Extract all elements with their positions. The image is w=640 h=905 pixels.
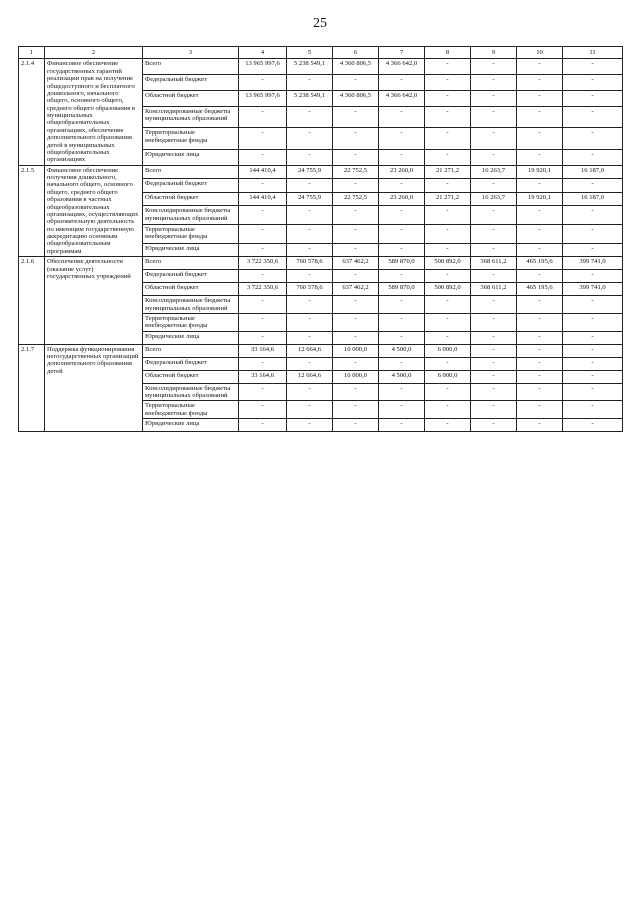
amount-cell: - [471,179,517,193]
column-number-6: 6 [333,47,379,59]
column-number-4: 4 [239,47,287,59]
amount-cell: - [563,270,623,283]
amount-cell: 637 462,2 [333,283,379,296]
amount-cell: - [379,419,425,432]
amount-cell: - [379,270,425,283]
amount-cell: - [517,383,563,401]
amount-cell: - [563,296,623,314]
amount-cell: - [471,313,517,331]
amount-cell: - [425,243,471,257]
amount-cell: - [517,313,563,331]
funding-source: Консолидированные бюджеты муниципальных образований [143,206,239,225]
amount-cell: - [425,331,471,344]
amount-cell: - [379,179,425,193]
amount-cell: - [517,128,563,150]
amount-cell: 23 260,0 [379,165,425,179]
amount-cell: 500 892,0 [425,257,471,270]
amount-cell: 637 462,2 [333,257,379,270]
amount-cell: - [239,149,287,165]
amount-cell: 33 164,6 [239,370,287,383]
amount-cell: - [287,206,333,225]
amount-cell: - [517,59,563,75]
amount-cell: - [563,128,623,150]
amount-cell: 16 263,7 [471,192,517,206]
amount-cell: - [563,75,623,91]
amount-cell: - [471,106,517,128]
amount-cell: 24 755,9 [287,165,333,179]
amount-cell: - [287,179,333,193]
amount-cell: 4 366 642,0 [379,90,425,106]
amount-cell: 21 271,2 [425,165,471,179]
amount-cell: - [379,383,425,401]
amount-cell: - [471,344,517,357]
amount-cell: - [333,206,379,225]
amount-cell: - [563,224,623,243]
amount-cell: - [379,401,425,419]
amount-cell: - [333,419,379,432]
amount-cell: - [239,401,287,419]
amount-cell: - [563,149,623,165]
measure-name: Поддержка функционирования негосударственных организаций дополнительного образования детей [45,344,143,432]
amount-cell: 144 410,4 [239,165,287,179]
amount-cell: - [471,419,517,432]
amount-cell: 6 000,0 [425,370,471,383]
column-number-3: 3 [143,47,239,59]
amount-cell: - [471,90,517,106]
column-number-8: 8 [425,47,471,59]
amount-cell: - [517,179,563,193]
amount-cell: - [239,243,287,257]
amount-cell: - [517,149,563,165]
amount-cell: - [563,179,623,193]
funding-source: Всего [143,59,239,75]
amount-cell: - [333,383,379,401]
amount-cell: - [239,383,287,401]
measure-code: 2.1.6 [19,257,45,345]
amount-cell: - [471,383,517,401]
amount-cell: 3 722 350,6 [239,257,287,270]
amount-cell: - [563,313,623,331]
amount-cell: 4 360 806,5 [333,90,379,106]
amount-cell: - [333,149,379,165]
funding-source: Федеральный бюджет [143,75,239,91]
amount-cell: - [239,357,287,370]
funding-source: Юридические лица [143,149,239,165]
amount-cell: - [563,419,623,432]
amount-cell: 4 360 806,5 [333,59,379,75]
amount-cell: - [563,357,623,370]
column-number-10: 10 [517,47,563,59]
amount-cell: 4 500,0 [379,344,425,357]
amount-cell: - [239,331,287,344]
amount-cell: - [379,296,425,314]
amount-cell: 3 722 350,6 [239,283,287,296]
amount-cell: - [379,106,425,128]
amount-cell: - [517,106,563,128]
amount-cell: - [425,401,471,419]
amount-cell: - [239,270,287,283]
amount-cell: - [517,206,563,225]
amount-cell: - [333,270,379,283]
amount-cell: - [425,419,471,432]
budget-table [18,46,623,432]
funding-source: Юридические лица [143,331,239,344]
measure-code: 2.1.4 [19,59,45,165]
measure-name: Финансовое обеспечение государственных гарантий реализации прав на получение общедоступного и бесплатного дошкольного, начального общего, основного общего, среднего общего образования в муниципальных общеобразовательных организациях, обеспечение дополнительного образования детей в муниципальных общеобразовательных организациях [45,59,143,165]
amount-cell: - [239,128,287,150]
funding-source: Территориальные внебюджетные фонды [143,128,239,150]
amount-cell: - [563,401,623,419]
amount-cell: 500 892,0 [425,283,471,296]
amount-cell: - [239,106,287,128]
amount-cell: 5 238 549,1 [287,90,333,106]
amount-cell: - [425,206,471,225]
amount-cell: 760 578,6 [287,257,333,270]
amount-cell: 24 755,9 [287,192,333,206]
table-row [19,59,623,75]
amount-cell: - [425,75,471,91]
measure-code: 2.1.7 [19,344,45,432]
table-row [19,344,623,357]
amount-cell: - [517,370,563,383]
amount-cell: - [333,296,379,314]
measure-code: 2.1.5 [19,165,45,257]
amount-cell: - [563,383,623,401]
amount-cell: - [333,106,379,128]
amount-cell: 144 410,4 [239,192,287,206]
amount-cell: 368 611,2 [471,283,517,296]
amount-cell: 399 741,0 [563,257,623,270]
amount-cell: - [425,383,471,401]
amount-cell: - [517,401,563,419]
amount-cell: 12 664,6 [287,344,333,357]
amount-cell: - [425,313,471,331]
funding-source: Юридические лица [143,243,239,257]
amount-cell: - [425,270,471,283]
funding-source: Юридические лица [143,419,239,432]
amount-cell: - [517,344,563,357]
amount-cell: 13 965 997,6 [239,59,287,75]
amount-cell: - [425,149,471,165]
amount-cell: - [471,59,517,75]
funding-source: Областной бюджет [143,283,239,296]
amount-cell: - [563,243,623,257]
amount-cell: - [425,224,471,243]
amount-cell: - [425,357,471,370]
amount-cell: - [239,313,287,331]
amount-cell: - [425,59,471,75]
amount-cell: - [287,224,333,243]
funding-source: Областной бюджет [143,90,239,106]
amount-cell: 23 260,0 [379,192,425,206]
amount-cell: - [517,90,563,106]
amount-cell: - [425,128,471,150]
amount-cell: - [425,90,471,106]
amount-cell: - [379,313,425,331]
amount-cell: - [287,128,333,150]
amount-cell: - [333,331,379,344]
amount-cell: - [379,149,425,165]
amount-cell: - [471,357,517,370]
amount-cell: 10 000,0 [333,344,379,357]
amount-cell: - [287,270,333,283]
amount-cell: - [563,344,623,357]
amount-cell: 589 870,0 [379,283,425,296]
funding-source: Всего [143,257,239,270]
amount-cell: - [239,206,287,225]
funding-source: Всего [143,165,239,179]
amount-cell: - [471,149,517,165]
page-number: 25 [313,16,327,31]
amount-cell: 465 195,6 [517,283,563,296]
amount-cell: 16 187,0 [563,165,623,179]
amount-cell: - [471,224,517,243]
amount-cell: - [287,243,333,257]
amount-cell: - [471,401,517,419]
amount-cell: - [563,90,623,106]
amount-cell: - [333,179,379,193]
amount-cell: - [239,224,287,243]
amount-cell: - [239,75,287,91]
amount-cell: - [471,75,517,91]
amount-cell: - [563,106,623,128]
funding-source: Консолидированные бюджеты муниципальных образований [143,296,239,314]
column-number-11: 11 [563,47,623,59]
amount-cell: - [517,75,563,91]
funding-source: Областной бюджет [143,370,239,383]
amount-cell: - [471,331,517,344]
amount-cell: - [287,106,333,128]
amount-cell: - [379,206,425,225]
amount-cell: - [287,331,333,344]
amount-cell: 4 500,0 [379,370,425,383]
amount-cell: - [239,419,287,432]
amount-cell: - [239,179,287,193]
amount-cell: - [517,224,563,243]
amount-cell: - [425,106,471,128]
amount-cell: 368 611,2 [471,257,517,270]
table-row [19,165,623,179]
column-number-9: 9 [471,47,517,59]
column-number-2: 2 [45,47,143,59]
amount-cell: - [425,296,471,314]
amount-cell: - [287,401,333,419]
amount-cell: - [563,206,623,225]
amount-cell: 19 920,1 [517,165,563,179]
amount-cell: - [517,296,563,314]
measure-name: Финансовое обеспечение получения дошкольного, начального общего, основного общего, среднего общего образования в частных общеобразовательных организациях, осуществляющих образовательную деятельность по имеющим государственную аккредитацию основным общеобразовательным программам [45,165,143,257]
amount-cell: 16 187,0 [563,192,623,206]
amount-cell: - [287,383,333,401]
amount-cell: 22 752,5 [333,192,379,206]
amount-cell: - [517,419,563,432]
amount-cell: - [287,75,333,91]
amount-cell: - [333,224,379,243]
amount-cell: - [471,296,517,314]
funding-source: Территориальные внебюджетные фонды [143,224,239,243]
funding-source: Федеральный бюджет [143,357,239,370]
funding-source: Федеральный бюджет [143,270,239,283]
amount-cell: - [471,270,517,283]
amount-cell: - [471,128,517,150]
amount-cell: - [287,419,333,432]
amount-cell: 4 366 642,0 [379,59,425,75]
amount-cell: 19 920,1 [517,192,563,206]
amount-cell: - [471,206,517,225]
amount-cell: - [563,370,623,383]
amount-cell: - [379,75,425,91]
column-number-5: 5 [287,47,333,59]
amount-cell: - [425,179,471,193]
amount-cell: 465 195,6 [517,257,563,270]
amount-cell: - [287,149,333,165]
amount-cell: 13 965 997,6 [239,90,287,106]
amount-cell: - [333,75,379,91]
column-number-7: 7 [379,47,425,59]
amount-cell: - [287,313,333,331]
funding-source: Территориальные внебюджетные фонды [143,313,239,331]
amount-cell: 399 741,0 [563,283,623,296]
funding-source: Областной бюджет [143,192,239,206]
amount-cell: - [379,357,425,370]
amount-cell: 16 263,7 [471,165,517,179]
funding-source: Территориальные внебюджетные фонды [143,401,239,419]
column-number-row [19,47,623,59]
table-body [19,59,623,432]
amount-cell: 21 271,2 [425,192,471,206]
funding-source: Всего [143,344,239,357]
amount-cell: - [287,357,333,370]
amount-cell: 760 578,6 [287,283,333,296]
amount-cell: - [517,331,563,344]
amount-cell: - [471,370,517,383]
amount-cell: - [379,331,425,344]
amount-cell: - [239,296,287,314]
amount-cell: - [379,243,425,257]
amount-cell: - [379,128,425,150]
amount-cell: - [287,296,333,314]
table-row [19,257,623,270]
amount-cell: 6 000,0 [425,344,471,357]
amount-cell: - [333,401,379,419]
amount-cell: - [471,243,517,257]
amount-cell: - [517,270,563,283]
table-header [19,47,623,59]
amount-cell: - [379,224,425,243]
amount-cell: - [563,331,623,344]
column-number-1: 1 [19,47,45,59]
amount-cell: - [333,128,379,150]
funding-source: Консолидированные бюджеты муниципальных образований [143,383,239,401]
funding-source: Федеральный бюджет [143,179,239,193]
amount-cell: 22 752,5 [333,165,379,179]
amount-cell: 5 238 549,1 [287,59,333,75]
amount-cell: 589 870,0 [379,257,425,270]
funding-source: Консолидированные бюджеты муниципальных образований [143,106,239,128]
amount-cell: - [563,59,623,75]
amount-cell: - [517,357,563,370]
amount-cell: - [333,357,379,370]
amount-cell: - [333,313,379,331]
measure-name: Обеспечение деятельности (оказание услуг) государственных учреждений [45,257,143,345]
amount-cell: - [333,243,379,257]
amount-cell: - [517,243,563,257]
amount-cell: 10 000,0 [333,370,379,383]
amount-cell: 33 164,6 [239,344,287,357]
amount-cell: 12 664,6 [287,370,333,383]
